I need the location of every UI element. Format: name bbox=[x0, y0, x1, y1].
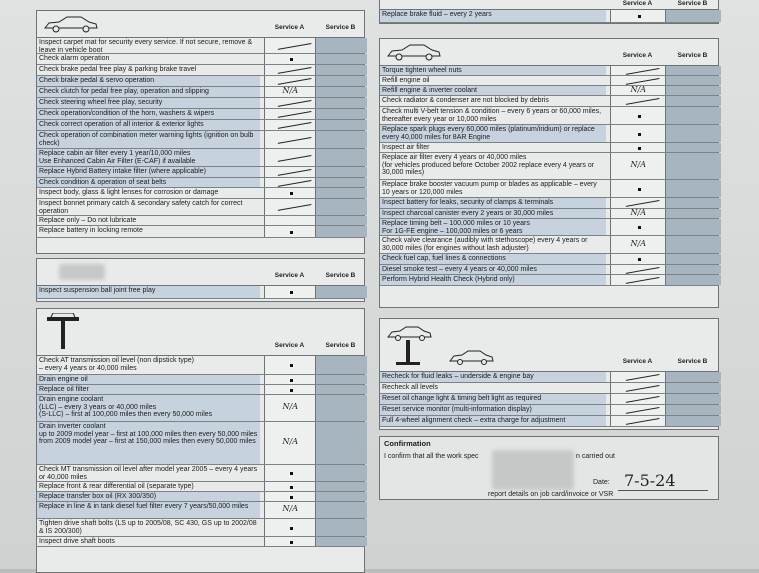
confirmation-title: Confirmation bbox=[384, 439, 431, 448]
service-b-cell bbox=[665, 143, 721, 152]
checklist-item-text: Check MT transmission oil level after model year 2005 – every 4 years or 40,000 miles bbox=[39, 466, 258, 481]
checklist-row bbox=[37, 422, 364, 465]
service-b-cell bbox=[315, 465, 367, 481]
service-b-header: Service B bbox=[677, 358, 708, 365]
service-a-cell bbox=[264, 120, 316, 130]
lift-icon bbox=[43, 313, 83, 351]
service-a-cell bbox=[610, 125, 666, 142]
service-a-cell bbox=[264, 216, 316, 225]
checklist-row bbox=[37, 502, 364, 519]
checklist-rows bbox=[37, 38, 364, 238]
service-b-header: Service B bbox=[677, 0, 708, 7]
service-a-cell bbox=[610, 198, 666, 208]
service-a-cell bbox=[610, 143, 666, 152]
checklist-row bbox=[37, 76, 364, 87]
check-dot bbox=[638, 226, 641, 229]
checklist-item-text: Replace transfer box oil (RX 300/350) bbox=[37, 492, 260, 501]
service-b-header: Service B bbox=[325, 24, 356, 31]
date-value: 7-5-24 bbox=[624, 471, 676, 490]
service-b-cell bbox=[665, 107, 721, 124]
service-a-cell bbox=[264, 286, 316, 298]
checklist-item-text: Check AT transmission oil level (non dipstick type) – every 4 years or 40,000 miles bbox=[39, 357, 194, 372]
service-b-cell bbox=[315, 226, 367, 237]
checklist-row bbox=[37, 178, 364, 188]
service-b-cell bbox=[315, 76, 367, 86]
checklist-row bbox=[380, 125, 718, 143]
service-b-cell bbox=[315, 502, 367, 518]
service-b-cell bbox=[315, 356, 367, 374]
service-b-cell bbox=[315, 131, 367, 148]
service-a-header: Service A bbox=[274, 272, 305, 279]
car-icon bbox=[386, 43, 442, 61]
section-header bbox=[37, 309, 364, 356]
checklist-item-text: Inspect charcoal canister every 2 years or 30,000 miles bbox=[380, 209, 606, 218]
service-b-cell bbox=[315, 199, 367, 215]
checklist-item-text: Reset service monitor (multi-information display) bbox=[380, 405, 606, 415]
checklist-row bbox=[380, 383, 718, 394]
service-b-cell bbox=[665, 209, 721, 218]
confirmation-statement: I confirm that all the work spec bbox=[384, 453, 479, 460]
handwritten-na: N/A bbox=[282, 504, 298, 513]
service-b-cell bbox=[315, 482, 367, 491]
service-a-cell bbox=[264, 199, 316, 215]
checklist-row bbox=[37, 54, 364, 65]
checklist-item-text: Replace brake booster vacuum pump or blades as applicable – every 10 years or 120,000 miles bbox=[382, 181, 597, 196]
handwritten-tick bbox=[276, 36, 311, 50]
checklist-row bbox=[37, 167, 364, 178]
service-b-cell bbox=[665, 416, 721, 426]
service-b-cell bbox=[665, 66, 721, 75]
service-a-cell bbox=[610, 153, 666, 179]
confirmation-footnote: report details on job card/invoice or VSR bbox=[488, 491, 614, 498]
section-header bbox=[380, 319, 718, 372]
checklist-row bbox=[380, 416, 718, 427]
checklist-row bbox=[37, 395, 364, 422]
service-a-cell bbox=[610, 219, 666, 235]
checklist-row bbox=[37, 492, 364, 502]
handwritten-tick bbox=[276, 197, 311, 211]
service-b-cell bbox=[315, 54, 367, 64]
service-a-header: Service A bbox=[274, 342, 305, 349]
service-b-cell bbox=[315, 492, 367, 501]
service-b-header: Service B bbox=[325, 272, 356, 279]
service-b-cell bbox=[315, 286, 367, 298]
checklist-row bbox=[380, 76, 718, 86]
section-header bbox=[37, 11, 364, 38]
service-a-header: Service A bbox=[622, 52, 653, 59]
check-dot bbox=[638, 133, 641, 136]
service-a-header: Service A bbox=[622, 358, 653, 365]
checklist-row bbox=[37, 385, 364, 395]
check-dot bbox=[290, 58, 293, 61]
service-b-cell bbox=[315, 149, 367, 166]
checklist-item-text: Replace Hybrid Battery intake filter (where applicable) bbox=[37, 167, 260, 177]
checklist-item-text: Check operation/condition of the horn, washers & wipers bbox=[37, 109, 260, 119]
service-a-cell bbox=[264, 356, 316, 374]
service-a-cell bbox=[610, 10, 666, 22]
engine-bay-section bbox=[379, 38, 719, 308]
checklist-row bbox=[380, 405, 718, 416]
checklist-row bbox=[380, 394, 718, 405]
service-a-cell bbox=[264, 38, 316, 53]
checklist-row bbox=[37, 199, 364, 216]
underside-section bbox=[36, 308, 365, 573]
checklist-item-text: Inspect battery for leaks, security of clamps & terminals bbox=[380, 198, 606, 208]
check-dot bbox=[290, 364, 293, 367]
service-a-cell bbox=[264, 465, 316, 481]
service-a-cell bbox=[264, 482, 316, 491]
check-dot bbox=[290, 389, 293, 392]
checklist-item-text: Drain engine coolant (LLC) – every 3 years or 40,000 miles (S-LLC) – first at 100,000 miles then every 50,000 miles bbox=[37, 395, 260, 421]
checklist-rows bbox=[380, 10, 718, 23]
check-dot bbox=[290, 231, 293, 234]
service-a-cell bbox=[610, 107, 666, 124]
section-header bbox=[380, 0, 718, 10]
service-b-cell bbox=[315, 375, 367, 384]
checklist-row bbox=[380, 96, 718, 107]
check-dot bbox=[290, 379, 293, 382]
service-b-cell bbox=[665, 198, 721, 208]
checklist-rows bbox=[37, 356, 364, 547]
service-a-cell bbox=[264, 537, 316, 546]
check-dot bbox=[290, 472, 293, 475]
checklist-item-text: Recheck for fluid leaks – underside & engine bay bbox=[380, 372, 606, 382]
service-b-cell bbox=[665, 180, 721, 197]
service-b-cell bbox=[665, 394, 721, 404]
handwritten-na: N/A bbox=[630, 238, 646, 248]
checklist-row bbox=[37, 519, 364, 537]
service-b-cell bbox=[315, 38, 367, 53]
checklist-item-text: Check fuel cap, fuel lines & connections bbox=[380, 254, 606, 264]
service-a-cell bbox=[610, 236, 666, 253]
service-b-cell bbox=[665, 76, 721, 85]
service-b-cell bbox=[315, 188, 367, 198]
check-dot bbox=[290, 192, 293, 195]
checklist-item-text: Replace air filter every 4 years or 40,000 miles (for vehicles produced before October 2002 replace every 4 years or 30,000 miles) bbox=[382, 154, 595, 177]
check-dot bbox=[290, 291, 293, 294]
checklist-item-text: Replace front & rear differential oil (separate type) bbox=[39, 483, 194, 490]
checklist-item-text: Torque tighten wheel nuts bbox=[380, 66, 606, 75]
service-a-cell bbox=[264, 395, 316, 421]
car-icon bbox=[43, 15, 99, 33]
service-a-cell bbox=[610, 416, 666, 426]
handwritten-tick bbox=[276, 148, 311, 162]
service-b-cell bbox=[315, 109, 367, 119]
handwritten-na: N/A bbox=[282, 86, 298, 95]
service-a-cell bbox=[264, 385, 316, 394]
section-header bbox=[380, 39, 718, 66]
handwritten-na: N/A bbox=[282, 437, 298, 446]
service-a-cell bbox=[610, 76, 666, 85]
service-b-header: Service B bbox=[325, 342, 356, 349]
checklist-row bbox=[37, 465, 364, 482]
service-a-cell bbox=[264, 492, 316, 501]
service-a-cell bbox=[264, 226, 316, 237]
handwritten-na: N/A bbox=[630, 160, 646, 169]
checklist-row bbox=[37, 87, 364, 98]
checklist-item-text: Replace only – Do not lubricate bbox=[39, 217, 137, 224]
section-header bbox=[37, 259, 364, 286]
service-b-cell bbox=[665, 265, 721, 274]
checklist-item-text: Check brake pedal free play & parking brake travel bbox=[39, 66, 197, 73]
checklist-item-text: Check radiator & condenser are not blocked by debris bbox=[382, 97, 549, 104]
checklist-item-text: Check clutch for pedal free play, operation and slipping bbox=[37, 87, 260, 97]
checklist-item-text: Drain engine oil bbox=[37, 375, 260, 384]
service-b-header: Service B bbox=[677, 52, 708, 59]
check-dot bbox=[638, 258, 641, 261]
service-b-cell bbox=[315, 120, 367, 130]
checklist-item-text: Tighten drive shaft bolts (LS up to 2005/08, SC 430, GS up to 2002/08 & IS 200/300) bbox=[39, 520, 257, 535]
service-b-cell bbox=[665, 10, 721, 22]
service-b-cell bbox=[665, 96, 721, 106]
checklist-row bbox=[380, 143, 718, 153]
checklist-row bbox=[380, 66, 718, 76]
checklist-row bbox=[37, 482, 364, 492]
checklist-row bbox=[37, 286, 364, 299]
checklist-row bbox=[380, 254, 718, 265]
checklist-row bbox=[37, 38, 364, 54]
check-dot bbox=[290, 496, 293, 499]
checklist-row bbox=[380, 209, 718, 219]
service-b-cell bbox=[665, 372, 721, 382]
checklist-item-text: Replace spark plugs every 60,000 miles (platinum/iridium) or replace every 40,000 miles for 8AR Engine bbox=[380, 125, 606, 142]
checklist-row bbox=[380, 372, 718, 383]
checklist-item-text: Replace oil filter bbox=[37, 385, 260, 394]
checklist-item-text: Replace battery in locking remote bbox=[39, 227, 143, 234]
service-b-cell bbox=[665, 254, 721, 264]
checklist-item-text: Check alarm operation bbox=[39, 55, 110, 62]
service-b-cell bbox=[665, 153, 721, 179]
final-checks-section bbox=[379, 318, 719, 430]
checklist-row bbox=[380, 275, 718, 286]
checklist-item-text: Refill engine & inverter coolant bbox=[380, 86, 606, 95]
service-b-cell bbox=[315, 65, 367, 75]
checklist-rows bbox=[380, 372, 718, 427]
suspension-section bbox=[36, 258, 365, 302]
checklist-item-text: Recheck all levels bbox=[382, 384, 439, 391]
handwritten-tick bbox=[276, 130, 311, 144]
handwritten-na: N/A bbox=[630, 207, 646, 217]
service-a-cell bbox=[264, 375, 316, 384]
check-dot bbox=[638, 15, 641, 18]
checklist-rows bbox=[37, 286, 364, 299]
service-a-header: Service A bbox=[274, 24, 305, 31]
checklist-item-text: Reset oil change light & timing belt light as required bbox=[380, 394, 606, 404]
checklist-row bbox=[380, 198, 718, 209]
check-dot bbox=[638, 115, 641, 118]
checklist-item-text: Inspect air filter bbox=[382, 144, 430, 151]
service-a-cell bbox=[264, 76, 316, 86]
checklist-item-text: Full 4-wheel alignment check – extra charge for adjustment bbox=[380, 416, 606, 426]
service-b-cell bbox=[315, 395, 367, 421]
service-a-cell bbox=[264, 502, 316, 518]
service-b-cell bbox=[665, 405, 721, 415]
service-b-cell bbox=[665, 383, 721, 393]
check-dot bbox=[290, 541, 293, 544]
service-a-cell bbox=[264, 178, 316, 187]
service-b-cell bbox=[665, 219, 721, 235]
checklist-item-text: Diesel smoke test – every 4 years or 40,000 miles bbox=[380, 265, 606, 274]
service-b-cell bbox=[315, 178, 367, 187]
handwritten-na: N/A bbox=[630, 84, 646, 94]
service-b-cell bbox=[315, 537, 367, 546]
checklist-row bbox=[37, 216, 364, 226]
checklist-item-text: Inspect carpet mat for security every service. If not secure, remove & leave in vehicle boot bbox=[39, 39, 253, 53]
checklist-item-text: Check operation of combination meter warning lights (ignition on bulb check) bbox=[37, 131, 260, 148]
service-b-cell bbox=[665, 275, 721, 285]
check-dot bbox=[290, 486, 293, 489]
brake-fluid-section bbox=[379, 0, 719, 24]
checklist-item-text: Check valve clearance (audibly with stethoscope) every 4 years or 30,000 miles (for engines without lash adjuster) bbox=[382, 237, 588, 252]
interior-checks-section bbox=[36, 10, 365, 254]
checklist-row bbox=[37, 375, 364, 385]
service-b-cell bbox=[315, 167, 367, 177]
checklist-item-text: Drain inverter coolant up to 2009 model year – first at 100,000 miles then every 50,000 miles from 2009 model year – first at 150,000 miles then every 50,000 miles bbox=[37, 422, 260, 464]
date-label: Date: bbox=[593, 479, 610, 486]
checklist-item-text: Check correct operation of all interior & exterior lights bbox=[37, 120, 260, 130]
checklist-item-text: Inspect body, glass & light lenses for corrosion or damage bbox=[39, 189, 219, 196]
checklist-item-text: Check multi V-belt tension & condition – every 6 years or 60,000 miles, thereafter every year or 10,000 miles bbox=[382, 108, 602, 123]
service-a-cell bbox=[610, 96, 666, 106]
service-b-cell bbox=[665, 236, 721, 253]
checklist-row bbox=[37, 149, 364, 167]
service-b-cell bbox=[665, 125, 721, 142]
service-b-cell bbox=[315, 385, 367, 394]
checklist-row bbox=[380, 180, 718, 198]
checklist-item-text: Check condition & operation of seat belts bbox=[37, 178, 260, 187]
checklist-row bbox=[380, 265, 718, 275]
checklist-item-text: Replace in line & in tank diesel fuel filter every 7 years/50,000 miles bbox=[37, 502, 260, 518]
checklist-item-text: Check brake pedal & servo operation bbox=[37, 76, 260, 86]
service-a-cell bbox=[610, 209, 666, 218]
service-b-cell bbox=[315, 98, 367, 108]
check-dot bbox=[290, 527, 293, 530]
checklist-item-text: Refill engine oil bbox=[382, 77, 430, 84]
checklist-row bbox=[37, 120, 364, 131]
checklist-item-text: Inspect bonnet primary catch & secondary safety catch for correct operation bbox=[39, 200, 243, 215]
checklist-row bbox=[37, 98, 364, 109]
checklist-row bbox=[380, 153, 718, 180]
service-a-cell bbox=[264, 422, 316, 464]
checklist-row bbox=[380, 107, 718, 125]
checklist-row bbox=[37, 226, 364, 238]
service-b-cell bbox=[315, 216, 367, 225]
checklist-row bbox=[37, 65, 364, 76]
confirmation-box bbox=[379, 436, 719, 500]
checklist-item-text: Perform Hybrid Health Check (Hybrid only) bbox=[380, 275, 606, 285]
redacted-area bbox=[59, 264, 105, 280]
checklist-item-text: Replace cabin air filter every 1 year/10,000 miles Use Enhanced Cabin Air Filter (E-CAF) if available bbox=[37, 149, 260, 166]
checklist-row bbox=[37, 109, 364, 120]
checklist-row bbox=[380, 236, 718, 254]
redacted-area bbox=[492, 450, 574, 490]
service-b-cell bbox=[665, 86, 721, 95]
check-dot bbox=[638, 188, 641, 191]
check-dot bbox=[638, 147, 641, 150]
checklist-row bbox=[37, 537, 364, 547]
service-a-cell bbox=[264, 519, 316, 536]
checklist-item-text: Replace brake fluid – every 2 years bbox=[380, 10, 606, 22]
service-b-cell bbox=[315, 519, 367, 536]
checklist-item-text: Inspect suspension ball joint free play bbox=[37, 286, 260, 298]
service-b-cell bbox=[315, 422, 367, 464]
checklist-rows bbox=[380, 66, 718, 286]
service-b-cell bbox=[315, 87, 367, 97]
checklist-item-text: Replace timing belt – 100,000 miles or 10 years For 1G-FE engine – 100,000 miles or 6 years bbox=[380, 219, 606, 235]
service-a-cell bbox=[264, 131, 316, 148]
service-a-cell bbox=[610, 275, 666, 285]
checklist-item-text: Check steering wheel free play, security bbox=[37, 98, 260, 108]
checklist-item-text: Inspect drive shaft boots bbox=[39, 538, 115, 545]
confirmation-statement-end: n carried out bbox=[576, 453, 615, 460]
checklist-row bbox=[37, 188, 364, 199]
service-a-header: Service A bbox=[622, 0, 653, 7]
checklist-row bbox=[380, 219, 718, 236]
checklist-row bbox=[380, 10, 718, 23]
checklist-row bbox=[380, 86, 718, 96]
checklist-row bbox=[37, 356, 364, 375]
car-on-lift-icon bbox=[386, 323, 496, 367]
checklist-row bbox=[37, 131, 364, 149]
handwritten-na: N/A bbox=[282, 402, 298, 411]
